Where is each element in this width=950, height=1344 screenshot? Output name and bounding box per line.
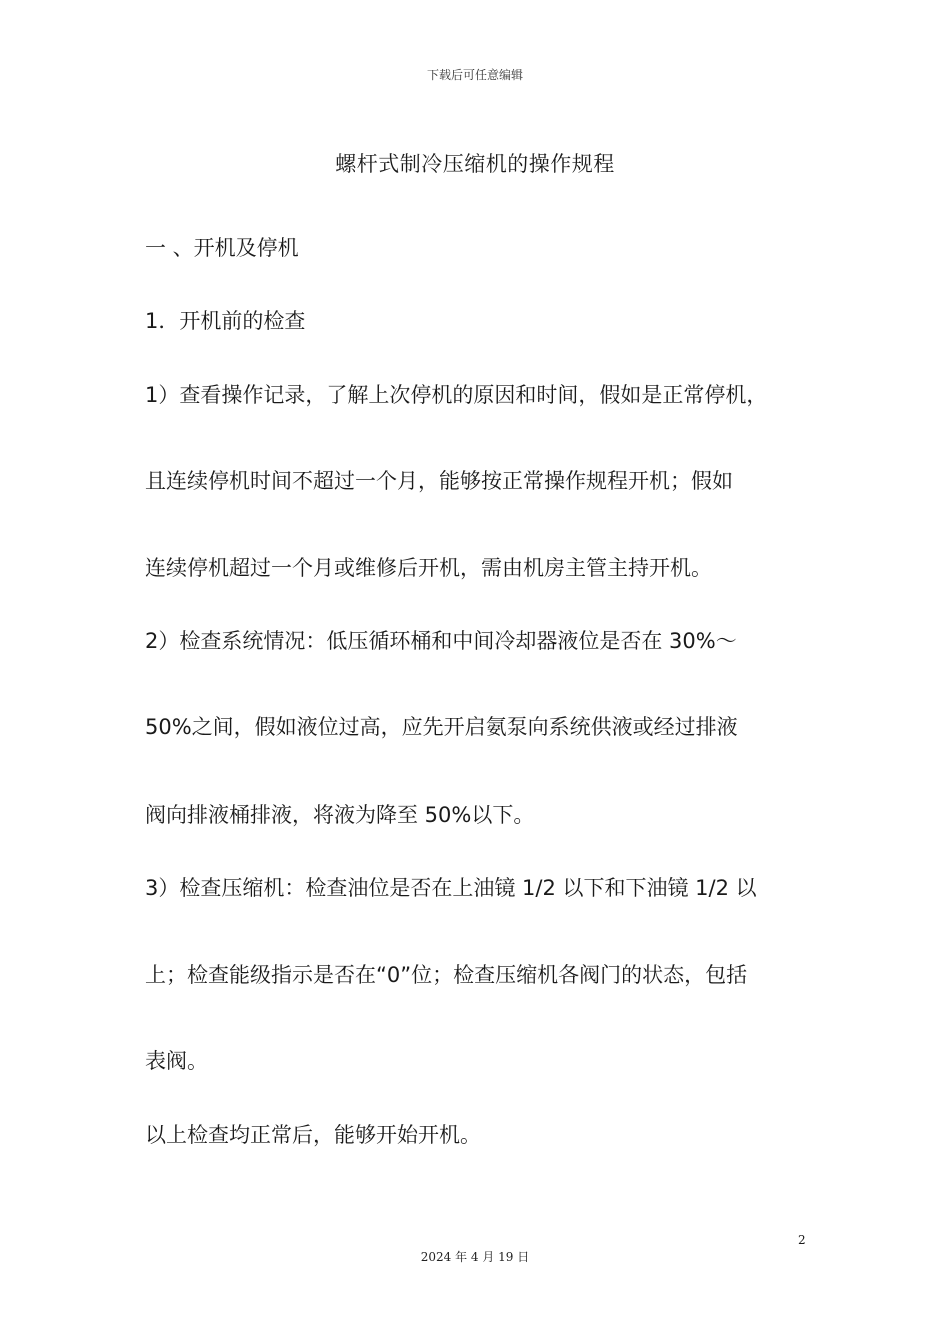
document-title: 螺杆式制冷压缩机的操作规程: [335, 152, 615, 176]
paragraph-line: 表阀。: [145, 1049, 208, 1073]
paragraph-line: 上；检查能级指示是否在“0”位；检查压缩机各阀门的状态，包括: [145, 963, 748, 987]
header-note: 下载后可任意编辑: [426, 68, 523, 82]
paragraph-line: 3）检查压缩机：检查油位是否在上油镜 1/2 以下和下油镜 1/2 以: [145, 876, 757, 900]
paragraph-line: 且连续停机时间不超过一个月，能够按正常操作规程开机；假如: [145, 469, 733, 493]
paragraph-line: 阀向排液桶排液，将液为降至 50%以下。: [145, 803, 535, 827]
paragraph-line: 50%之间，假如液位过高，应先开启氨泵向系统供液或经过排液: [145, 715, 738, 739]
paragraph-line: 1）查看操作记录，了解上次停机的原因和时间，假如是正常停机，: [145, 383, 768, 407]
paragraph-line: 2）检查系统情况：低压循环桶和中间冷却器液位是否在 30%～: [145, 629, 737, 653]
subsection-heading: 1．开机前的检查: [145, 309, 306, 333]
footer-date: 2024 年 4 月 19 日: [420, 1250, 530, 1264]
paragraph-line: 以上检查均正常后，能够开始开机。: [145, 1123, 481, 1147]
section-heading: 一 、开机及停机: [145, 236, 299, 260]
page-number: 2: [798, 1233, 806, 1247]
paragraph-line: 连续停机超过一个月或维修后开机，需由机房主管主持开机。: [145, 556, 712, 580]
